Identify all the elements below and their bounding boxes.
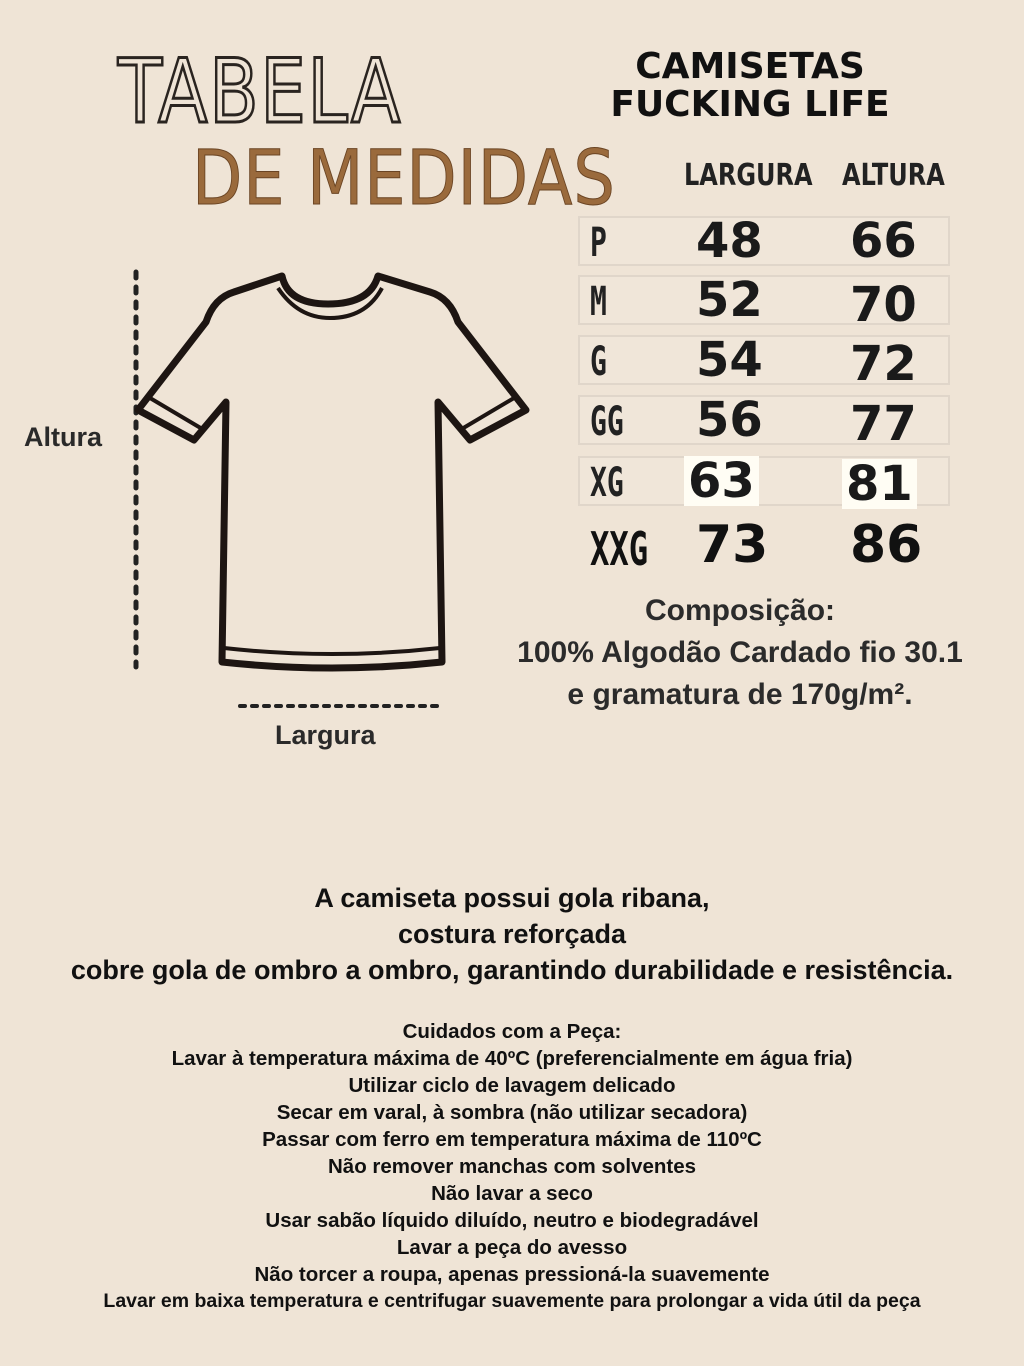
largura-value: 52 bbox=[696, 272, 763, 328]
largura-value: 63 bbox=[684, 456, 759, 506]
size-label: XG bbox=[590, 460, 624, 506]
composition-block bbox=[470, 590, 1010, 716]
description-line: A camiseta possui gola ribana, bbox=[314, 883, 710, 913]
list-item: Utilizar ciclo de lavagem delicado bbox=[348, 1074, 676, 1097]
largura-value: 48 bbox=[696, 213, 763, 269]
altura-value: 81 bbox=[842, 459, 917, 509]
title-line-1: TABELA bbox=[118, 40, 403, 143]
height-label: Altura bbox=[24, 422, 103, 452]
list-item: Não remover manchas com solventes bbox=[327, 1155, 697, 1178]
brand-line-1: CAMISETAS bbox=[635, 46, 865, 87]
description-block bbox=[0, 880, 1024, 988]
table-row bbox=[578, 453, 950, 512]
description-line: cobre gola de ombro a ombro, garantindo durabilidade e resistência. bbox=[70, 955, 954, 985]
description-line: costura reforçada bbox=[397, 919, 627, 949]
brand-heading bbox=[600, 48, 900, 124]
size-label: G bbox=[590, 339, 607, 385]
column-header-largura: LARGURA bbox=[684, 158, 813, 193]
list-item: Não lavar a seco bbox=[431, 1182, 593, 1205]
list-item: Passar com ferro em temperatura máxima de 110ºC bbox=[262, 1128, 762, 1151]
brand-line-2: FUCKING LIFE bbox=[610, 84, 890, 125]
care-title: Cuidados com a Peça: bbox=[402, 1020, 622, 1043]
table-row bbox=[578, 515, 950, 576]
composition-line: e gramatura de 170g/m². bbox=[567, 678, 913, 711]
list-item: Lavar à temperatura máxima de 40ºC (preferencialmente em água fria) bbox=[171, 1047, 853, 1070]
largura-value: 54 bbox=[696, 332, 763, 388]
title-line-2: DE MEDIDAS bbox=[192, 133, 616, 222]
size-label: XXG bbox=[590, 522, 649, 576]
table-row bbox=[578, 213, 950, 269]
column-header-altura: ALTURA bbox=[842, 158, 945, 193]
list-item: Usar sabão líquido diluído, neutro e biodegradável bbox=[265, 1209, 759, 1232]
list-item: Lavar a peça do avesso bbox=[396, 1236, 628, 1259]
composition-title: Composição: bbox=[644, 594, 836, 627]
composition-line: 100% Algodão Cardado fio 30.1 bbox=[517, 636, 963, 669]
list-item: Não torcer a roupa, apenas pressioná-la suavemente bbox=[254, 1263, 770, 1286]
size-label: GG bbox=[590, 399, 624, 445]
list-item: Secar em varal, à sombra (não utilizar secadora) bbox=[276, 1101, 748, 1124]
altura-value: 77 bbox=[850, 396, 917, 452]
altura-value: 86 bbox=[850, 515, 923, 575]
table-row bbox=[578, 332, 950, 392]
largura-value: 73 bbox=[696, 515, 769, 575]
width-label: Largura bbox=[275, 720, 376, 750]
altura-value: 66 bbox=[850, 213, 917, 269]
table-row bbox=[578, 272, 950, 333]
largura-value: 56 bbox=[696, 392, 763, 448]
table-row bbox=[578, 392, 950, 452]
care-instructions bbox=[0, 1018, 1024, 1315]
size-label: P bbox=[590, 220, 607, 266]
altura-value: 72 bbox=[850, 336, 917, 392]
list-item: Lavar em baixa temperatura e centrifugar suavemente para prolongar a vida útil da peça bbox=[103, 1290, 921, 1312]
altura-value: 70 bbox=[850, 277, 917, 333]
size-label: M bbox=[590, 279, 607, 325]
